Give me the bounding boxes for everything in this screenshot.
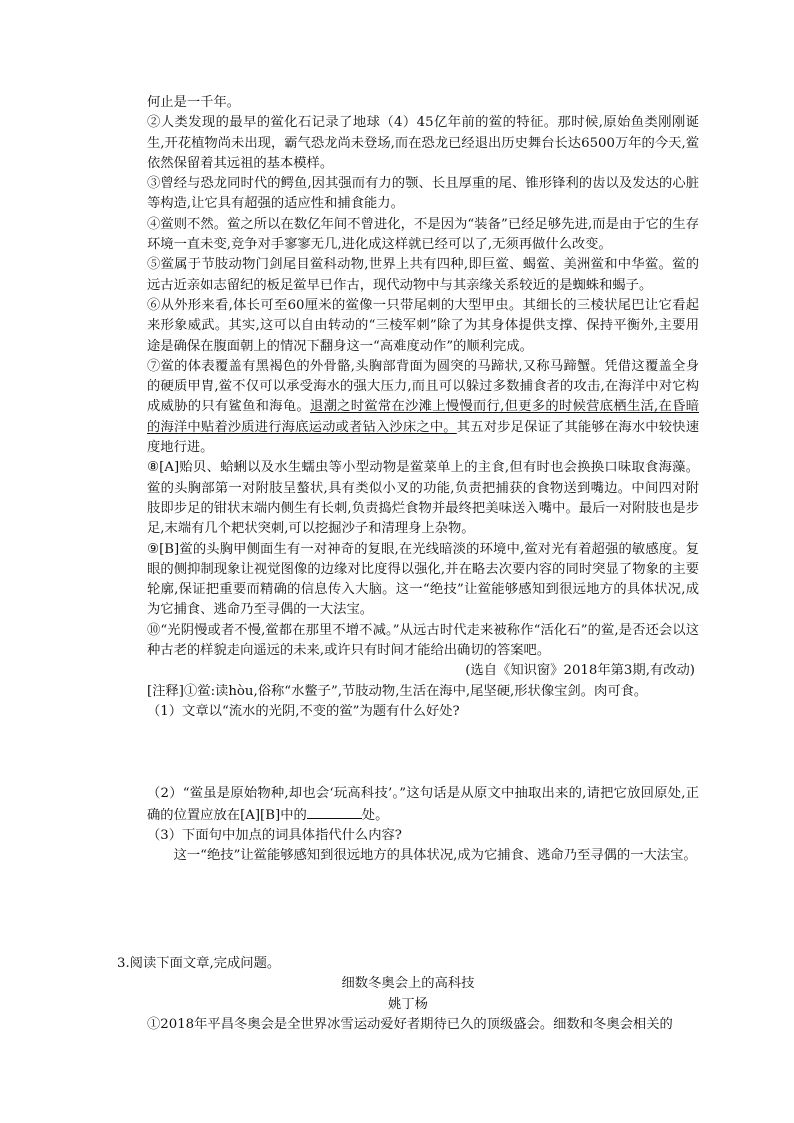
paragraph-5: ⑤鲎属于节肢动物门剑尾目鲎科动物,世界上共有四种,即巨鲎、蝎鲎、美洲鲎和中华鲎。鲎的远古近亲如志留纪的板足鲎早已作古，现代动物中与其亲缘关系较近的是蜘蛛和蝎子。 [147, 257, 699, 293]
question-1: （1）文章以“流水的光阴,不变的鲎”为题有什么好处? [147, 703, 460, 719]
paragraph-6: ⑥从外形来看,体长可至60厘米的鲎像一只带尾刺的大型甲虫。其细长的三棱状尾巴让它看起来形象威武。其实,这可以自由转动的“三棱军刺”除了为其身体提供支撑、保持平衡外,主要用途是确保在腹面朝上的情况下翻身这一“高难度动作”的顺利完成。 [147, 297, 699, 354]
question-2 [147, 784, 699, 826]
question-3: （3）下面句中加点的词具体指代什么内容? [147, 827, 402, 843]
section-3 [117, 954, 699, 1035]
paragraph-10: ⑩“光阴慢或者不慢,鲎都在那里不增不减。”从远古时代走来被称作“活化石”的鲎,是否还会以这种古老的样貌走向遥远的未来,或许只有时间才能给出确切的答案吧。 [147, 622, 699, 659]
section-3-instruction: 3.阅读下面文章,完成问题。 [117, 956, 281, 971]
article-author: 姚丁杨 [388, 996, 428, 1012]
question-3-sentence: 这一“绝技”让鲎能够感知到很远地方的具体状况,成为它捕食、逃命乃至寻偶的一大法宝。 [173, 848, 697, 864]
reading-passage [147, 93, 699, 866]
paragraph-8: ⑧[A]贻贝、蛤蜊以及水生蠕虫等小型动物是鲎菜单上的主食,但有时也会换换口味取食海藻。鲎的头胸部第一对附肢呈螯状,具有类似小叉的功能,负责把捕获的食物送到嘴边。中间四对附肢即步足的钳状末端内侧生有长刺,负责捣烂食物并最终把美味送入嘴中。最后一对附肢也是步足,末端有几个耙状突刺,可以挖掘沙子和清理身上杂物。 [147, 460, 699, 537]
question-2-tail: 处。 [361, 807, 389, 823]
paragraph-3: ③曾经与恐龙同时代的鳄鱼,因其强而有力的颚、长且厚重的尾、锥形锋利的齿以及发达的心脏等构造,让它具有超强的适应性和捕食能力。 [147, 176, 699, 212]
underlined-sentence: 退潮之时鲎常在沙滩上慢慢而行,但更多的时候营底栖生活,在昏暗的海洋中贴着沙质进行海底运动或者钻入沙床之中。 [147, 399, 700, 435]
article-paragraph-1: ①2018年平昌冬奥会是全世界冰雪运动爱好者期待已久的顶级盛会。细数和冬奥会相关的 [147, 1016, 673, 1032]
article-title: 细数冬奥会上的高科技 [341, 976, 475, 992]
paragraph-2: ②人类发现的最早的鲎化石记录了地球（4）45亿年前的鲎的特征。那时候,原始鱼类刚刚诞生,开花植物尚未出现，霸气恐龙尚未登场,而在恐龙已经退出历史舞台长达6500万年的今天,鲎依然保留着其远祖的基本模样。 [147, 115, 699, 171]
source-citation: (选自《知识窗》2018年第3期,有改动) [465, 663, 695, 679]
paragraph-7-text-b: 其五对步足保证了其能够在海水中较快速度地行进。 [147, 419, 700, 456]
paragraph-continuation: 何止是一千年。 [147, 95, 241, 110]
paragraph-7 [147, 357, 699, 458]
annotation-note: [注释]①鲎:读hòu,俗称“水鳖子”,节肢动物,生活在海中,尾坚硬,形状像宝剑。肉可食。 [147, 683, 648, 699]
paragraph-7-text-a: ⑦鲎的体表覆盖有黑褐色的外骨骼,头胸部背面为圆突的马蹄状,又称马蹄蟹。凭借这覆盖全身的硬质甲胄,鲎不仅可以承受海水的强大压力,而且可以躲过多数捕食者的攻击,在海洋中对它构成威胁的只有鲨鱼和海龟。 [147, 358, 699, 415]
answer-space-1 [147, 722, 699, 784]
answer-blank[interactable] [307, 805, 362, 819]
paragraph-9: ⑨[B]鲎的头胸甲侧面生有一对神奇的复眼,在光线暗淡的环境中,鲎对光有着超强的敏感度。复眼的侧抑制现象让视觉图像的边缘对比度得以强化,并在略去次要内容的同时突显了物象的主要轮廓,保证把重要而精确的信息传入大脑。这一“绝技”让鲎能够感知到很远地方的具体状况,成为它捕食、逃命乃至寻偶的一大法宝。 [147, 541, 699, 618]
paragraph-4: ④鲎则不然。鲎之所以在数亿年间不曾进化，不是因为“装备”已经足够先进,而是由于它的生存环境一直未变,竞争对手寥寥无几,进化成这样就已经可以了,无须再做什么改变。 [147, 216, 699, 253]
question-2-text: （2）“鲎虽是原始物种,却也会‘玩高科技’。”这句话是从原文中抽取出来的,请把它放回原处,正确的位置应放在[A][B]中的 [147, 786, 699, 823]
